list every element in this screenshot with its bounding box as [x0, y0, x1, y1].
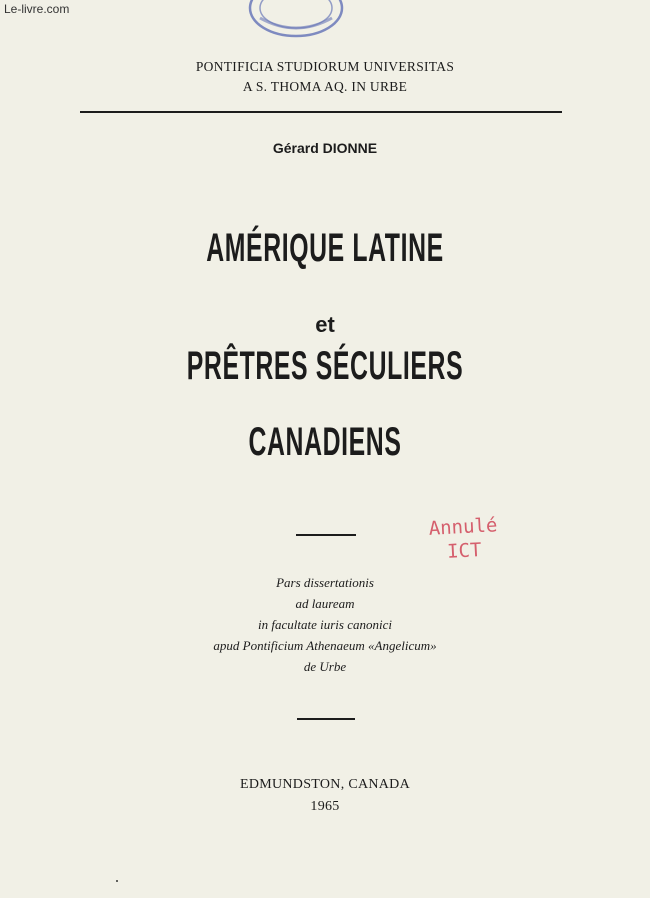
- stamp-line-1: Annulé: [428, 514, 498, 540]
- dissertation-line-3: in facultate iuris canonici: [258, 617, 392, 632]
- title-line-1: AMÉRIQUE LATINE: [206, 226, 444, 270]
- author-first-name: Gérard: [272, 140, 319, 156]
- institution-heading: [0, 57, 650, 97]
- dissertation-note: [0, 572, 650, 677]
- title-divider: [296, 534, 356, 536]
- publication-info: [0, 774, 650, 818]
- dissertation-line-2: ad lauream: [295, 596, 355, 611]
- watermark: Le-livre.com: [4, 2, 70, 16]
- note-divider: [297, 718, 355, 720]
- stamp-line-2: ICT: [446, 539, 483, 563]
- publication-place: EDMUNDSTON, CANADA: [239, 777, 411, 792]
- title-line-2: PRÊTRES SÉCULIERS: [186, 344, 464, 388]
- paper-speck: [116, 880, 118, 882]
- dissertation-line-1: Pars dissertationis: [276, 575, 374, 590]
- cancelled-stamp: [414, 513, 513, 578]
- library-stamp-icon: [246, 0, 346, 42]
- publication-year: 1965: [310, 799, 340, 814]
- author-last-name: DIONNE: [322, 140, 378, 156]
- header-divider: [80, 111, 562, 113]
- institution-line-2: A S. THOMA AQ. IN URBE: [242, 79, 408, 94]
- institution-line-1: PONTIFICIA STUDIORUM UNIVERSITAS: [195, 59, 455, 74]
- author: [0, 140, 650, 156]
- title-line-3: CANADIENS: [248, 420, 402, 464]
- title-connector: et: [315, 312, 335, 337]
- dissertation-line-4: apud Pontificium Athenaeum «Angelicum»: [213, 638, 437, 653]
- dissertation-line-5: de Urbe: [303, 659, 347, 674]
